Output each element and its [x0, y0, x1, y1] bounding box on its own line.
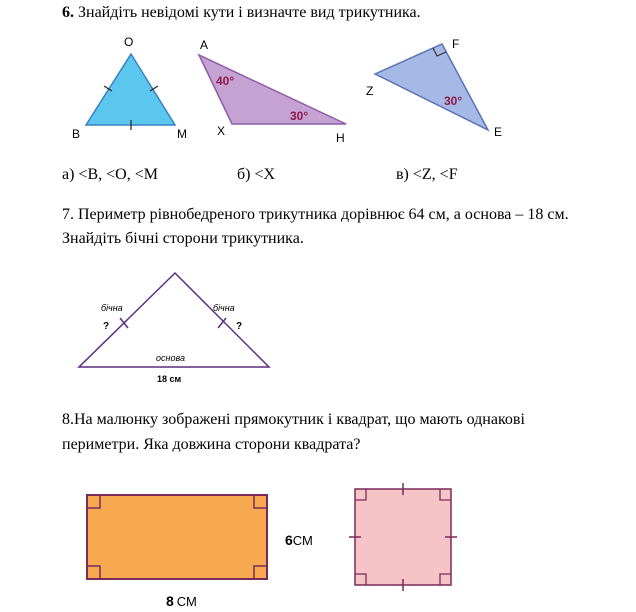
rect-width-value: 8 [166, 593, 174, 609]
answer-b: б) <X [237, 166, 276, 183]
label-h: H [336, 131, 345, 145]
rect-height-label [285, 532, 313, 548]
triangle-zfe [375, 44, 488, 130]
angle-a-label: 40° [216, 74, 235, 88]
task7-line2: Знайдіть бічні сторони трикутника. [62, 230, 304, 247]
label-x: X [217, 124, 226, 138]
label-b: B [72, 127, 81, 141]
task8-line2: периметри. Яка довжина сторони квадрата? [62, 436, 361, 453]
side-left-label: бічна [101, 303, 123, 313]
side-right-question: ? [236, 321, 243, 332]
label-f: F [452, 37, 460, 51]
label-z: Z [366, 84, 374, 98]
task6-number: 6. [62, 4, 74, 21]
answer-a: а) <B, <O, <M [62, 166, 158, 183]
label-e: E [494, 125, 503, 139]
rect-height-unit: СМ [292, 533, 313, 548]
base-label: основа [156, 353, 185, 363]
rect-width-label [166, 593, 197, 609]
rect-height-value: 6 [285, 532, 293, 548]
angle-h-label: 30° [290, 109, 309, 123]
rect-width-unit: СМ [176, 594, 197, 609]
task7-line1: 7. Периметр рівнобедреного трикутника дорівнює 64 см, а основа – 18 см. [62, 206, 569, 223]
side-right-label: бічна [213, 303, 235, 313]
task8-line1: 8.На малюнку зображені прямокутник і квадрат, що мають однакові [62, 411, 525, 428]
answer-c: в) <Z, <F [396, 166, 458, 183]
label-m: M [177, 127, 187, 141]
label-o: O [124, 35, 134, 49]
rectangle [87, 495, 267, 579]
label-a: A [200, 38, 209, 52]
task6-text: Знайдіть невідомі кути і визначте вид трикутника. [78, 4, 421, 21]
angle-e-label: 30° [444, 94, 463, 108]
base-length: 18 см [157, 374, 182, 384]
side-left-question: ? [103, 321, 110, 332]
triangle-axh [199, 55, 346, 124]
triangle-bom [86, 54, 175, 125]
square [355, 489, 451, 585]
